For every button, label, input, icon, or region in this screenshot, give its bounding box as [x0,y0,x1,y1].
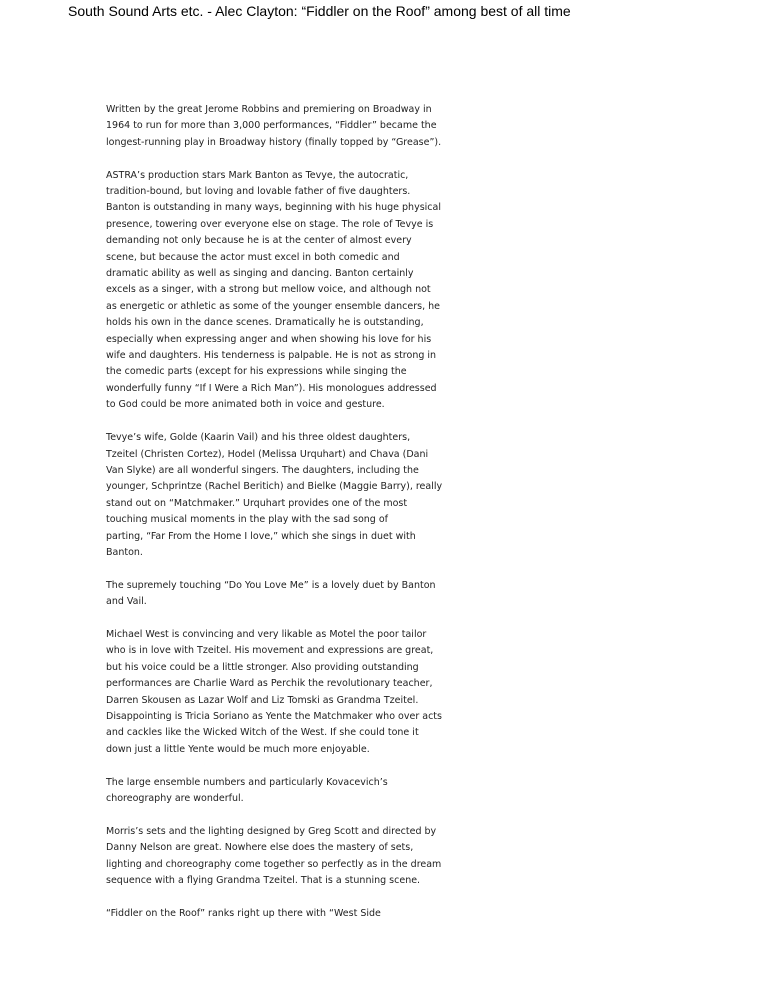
page-title: South Sound Arts etc. - Alec Clayton: “Fiddler on the Roof” among best of all time [68,3,571,19]
article-paragraph: ASTRA’s production stars Mark Banton as Tevye, the autocratic, tradition-bound, but loving and lovable father of five daughters. Banton is outstanding in many ways, beginning with his huge physical presence, towering over everyone else on stage. The role of Tevye is demanding not only because he is at the center of almost every scene, but because the actor must excel in both comedic and dramatic ability as well as singing and dancing. Banton certainly excels as a singer, with a strong but mellow voice, and although not as energetic or athletic as some of the younger ensemble dancers, he holds his own in the dance scenes. Dramatically he is outstanding, especially when expressing anger and when showing his love for his wife and daughters. His tenderness is palpable. He is not as strong in the comedic parts (except for his expressions while singing the wonderfully funny “If I Were a Rich Man”). His monologues addressed to God could be more animated both in voice and gesture. [106,169,441,411]
article-body [106,102,462,939]
article-paragraph: Written by the great Jerome Robbins and premiering on Broadway in 1964 to run for more than 3,000 performances, “Fiddler” became the longest-running play in Broadway history (finally topped by “Grease”). [106,104,442,148]
article-paragraph: Tevye’s wife, Golde (Kaarin Vail) and his three oldest daughters, Tzeitel (Christen Cortez), Hodel (Melissa Urquhart) and Chava (Dani Van Slyke) are all wonderful singers. The daughters, including the younger, Schprintze (Rachel Beritich) and Bielke (Maggie Barry), really stand out on “Matchmaker.” Urquhart provides one of the most touching musical moments in the play with the sad song of parting, “Far From the Home I love,” which she sings in duet with Banton. [106,432,443,558]
article-paragraph: The large ensemble numbers and particularly Kovacevich’s choreography are wonderful. [106,776,388,804]
article-paragraph: Michael West is convincing and very likable as Motel the poor tailor who is in love with Tzeitel. His movement and expressions are great, but his voice could be a little stronger. Also providing outstanding performances are Charlie Ward as Perchik the revolutionary teacher, Darren Skousen as Lazar Wolf and Liz Tomski as Grandma Tzeitel. Disappointing is Tricia Soriano as Yente the Matchmaker who over acts and cackles like the Wicked Witch of the West. If she could tone it down just a little Yente would be much more enjoyable. [106,628,442,755]
article-paragraph: “Fiddler on the Roof” ranks right up there with “West Side [106,907,381,919]
article-paragraph: Morris’s sets and the lighting designed by Greg Scott and directed by Danny Nelson are great. Nowhere else does the mastery of sets, lighting and choreography come together so perfectly as in the dream sequence with a flying Grandma Tzeitel. That is a stunning scene. [106,825,442,886]
article-paragraph: The supremely touching “Do You Love Me” is a lovely duet by Banton and Vail. [106,579,436,608]
